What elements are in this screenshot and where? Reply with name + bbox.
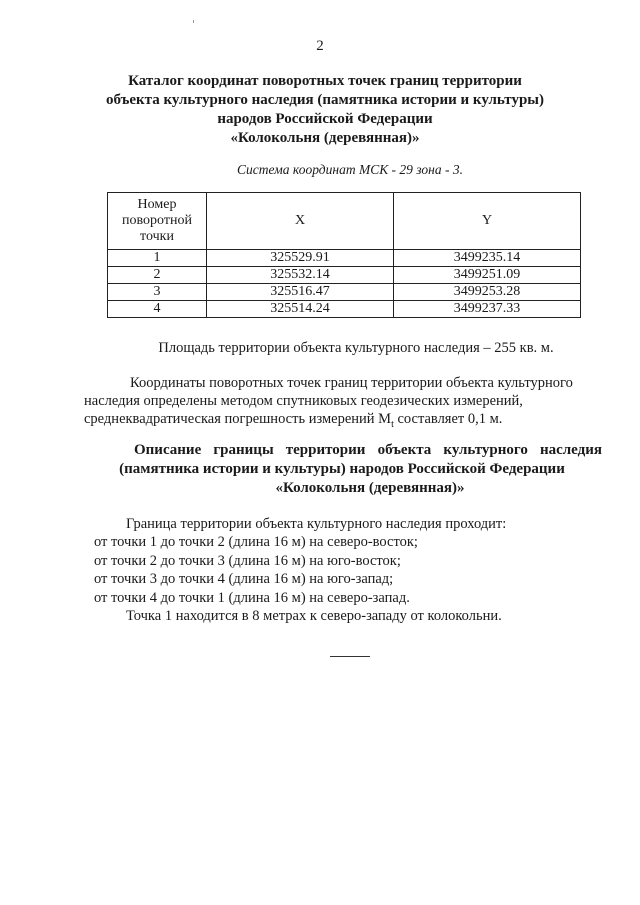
catalog-title-line: «Колокольня (деревянная)» (230, 130, 420, 146)
catalog-title (90, 72, 560, 148)
cell-point-number: 3 (108, 284, 207, 301)
page-number: 2 (316, 38, 324, 54)
method-text: наследия определены методом спутниковых геодезических измерений, (84, 393, 523, 409)
header-text: Номер (137, 197, 177, 212)
table-row (108, 250, 581, 267)
boundary-note: Точка 1 находится в 8 метрах к северо-западу от колокольни. (126, 608, 502, 625)
boundary-segment: от точки 3 до точки 4 (длина 16 м) на юго-запад; (94, 571, 394, 588)
cell-x: 325532.14 (207, 267, 394, 284)
header-point-number (108, 193, 207, 250)
cell-point-number: 1 (108, 250, 207, 267)
description-title-line: «Колокольня (деревянная)» (275, 480, 465, 496)
method-text: составляет 0,1 м. (393, 411, 503, 427)
boundary-description (94, 515, 614, 625)
scan-mark (193, 20, 194, 23)
method-line (84, 392, 604, 410)
cell-point-number: 2 (108, 267, 207, 284)
description-title (82, 441, 602, 498)
boundary-segment: от точки 2 до точки 3 (длина 16 м) на юго-восток; (94, 552, 401, 569)
cell-x: 325529.91 (207, 250, 394, 267)
method-text: среднеквадратическая погрешность измерений M (84, 411, 392, 427)
cell-y: 3499237.33 (394, 301, 581, 318)
end-divider (330, 656, 370, 657)
header-text: поворотной (122, 213, 192, 228)
cell-y: 3499235.14 (394, 250, 581, 267)
cell-point-number: 4 (108, 301, 207, 318)
header-y: Y (394, 193, 581, 250)
description-title-line: Описание границы территории объекта культурного наследия (134, 442, 602, 458)
header-text: точки (140, 229, 174, 244)
table-header-row (108, 193, 581, 250)
coordinates-table (107, 192, 581, 318)
cell-x: 325516.47 (207, 284, 394, 301)
measurement-method (84, 374, 604, 434)
catalog-title-line: Каталог координат поворотных точек границ территории (128, 73, 522, 89)
header-x: X (207, 193, 394, 250)
method-line (84, 410, 604, 434)
cell-x: 325514.24 (207, 301, 394, 318)
boundary-segment: от точки 4 до точки 1 (длина 16 м) на северо-запад. (94, 589, 410, 606)
method-text: Координаты поворотных точек границ территории объекта культурного (130, 375, 573, 391)
boundary-intro: Граница территории объекта культурного наследия проходит: (126, 516, 507, 532)
table-row (108, 284, 581, 301)
method-subscript: t (391, 418, 394, 430)
area-statement: Площадь территории объекта культурного наследия – 255 кв. м. (158, 340, 554, 356)
boundary-segment: от точки 1 до точки 2 (длина 16 м) на северо-восток; (94, 534, 418, 551)
cell-y: 3499253.28 (394, 284, 581, 301)
method-line (84, 374, 604, 392)
coordinate-system: Система координат МСК - 29 зона - 3. (237, 162, 463, 177)
cell-y: 3499251.09 (394, 267, 581, 284)
description-title-line: (памятника истории и культуры) народов Российской Федерации (119, 461, 565, 477)
table-row (108, 301, 581, 318)
catalog-title-line: объекта культурного наследия (памятника истории и культуры) (105, 92, 544, 108)
catalog-title-line: народов Российской Федерации (217, 111, 433, 127)
table-row (108, 267, 581, 284)
